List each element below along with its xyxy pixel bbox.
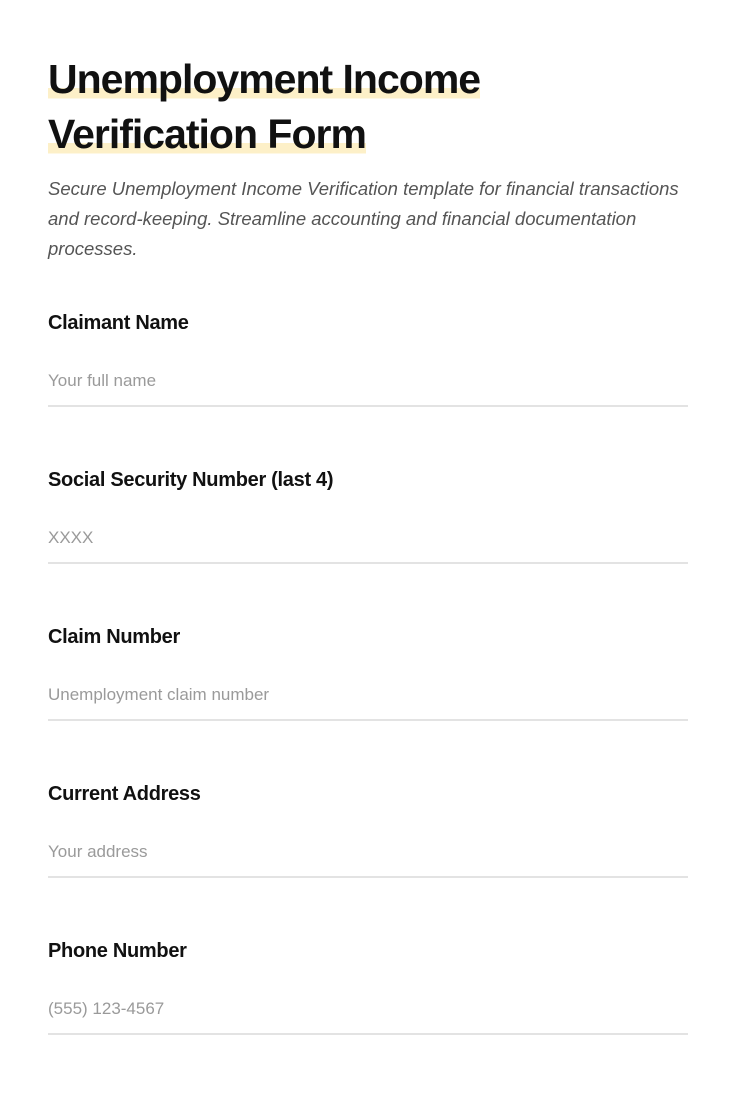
title-line-1: Unemployment Income bbox=[48, 56, 481, 102]
ssn-input[interactable] bbox=[48, 528, 688, 564]
current-address-label: Current Address bbox=[48, 783, 201, 805]
field-current-address bbox=[48, 782, 688, 939]
title-line-2: Verification Form bbox=[48, 111, 366, 157]
claim-number-label: Claim Number bbox=[48, 626, 180, 648]
form-description: Secure Unemployment Income Verification template for financial transactions and record-keeping. Streamline accounting and financial documentation processes. bbox=[48, 178, 679, 259]
phone-number-input[interactable] bbox=[48, 999, 688, 1035]
claimant-name-input[interactable] bbox=[48, 371, 688, 407]
page-title bbox=[48, 52, 688, 162]
field-claim-number bbox=[48, 625, 688, 782]
field-phone-number bbox=[48, 939, 688, 1096]
ssn-label: Social Security Number (last 4) bbox=[48, 469, 334, 491]
claimant-name-label: Claimant Name bbox=[48, 312, 189, 334]
current-address-input[interactable] bbox=[48, 842, 688, 878]
field-ssn bbox=[48, 468, 688, 625]
phone-number-label: Phone Number bbox=[48, 940, 187, 962]
field-claimant-name bbox=[48, 311, 688, 468]
claim-number-input[interactable] bbox=[48, 685, 688, 721]
